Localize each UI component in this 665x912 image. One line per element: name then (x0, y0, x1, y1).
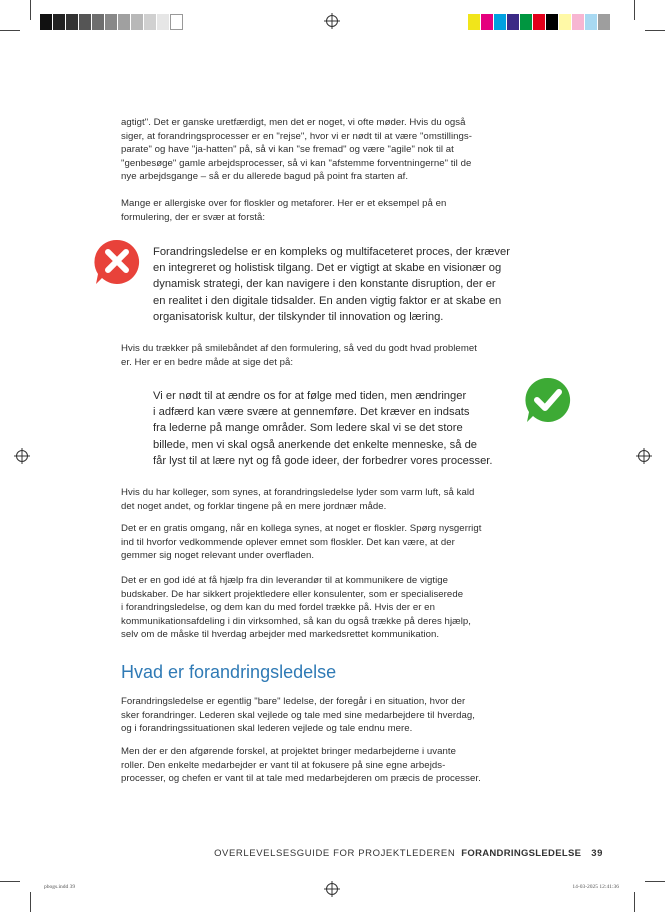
crop-mark (634, 892, 635, 912)
paragraph-6: Det er en god idé at få hjælp fra din leverandør til at kommunikere de vigtige budskaber. De har sikkert projektledere eller konsulenter, som er specialiserede i forandringsledelse, og dem kan du med fordel trække på. Hvis der er en kommunikationsafdeling i din virksomhed, så kan du også trække på deres hjælp, selv om de måske til hverdag arbejder med markedsrettet kommunikation. (121, 575, 471, 641)
crop-mark (645, 30, 665, 31)
page-number: 39 (591, 848, 603, 859)
good-example-text: Vi er nødt til at ændre os for at følge med tiden, men ændringer i adfærd kan være svære at gennemføre. Det kræver en indsats fra lederne på mange områder. Som ledere skal vi se det store billede, men vi skal også anerkende det enkelte menneske, så de får lyst til at lære nyt og få gode ideer, der forbedrer vores processer. (153, 390, 493, 467)
crop-mark (0, 30, 20, 31)
slug-filename: pbogs.indd 39 (44, 884, 76, 890)
registration-mark-top (326, 15, 338, 27)
registration-mark-left (16, 450, 28, 462)
crop-mark (0, 881, 20, 882)
crop-mark (645, 881, 665, 882)
bad-example-text: Forandringsledelse er en kompleks og multifaceteret proces, der kræver en integreret og holistisk tilgang. Det er vigtigt at skabe en visionær og dynamisk strategi, der kan navigere i den konstante disruption, der er en realitet i den digitale tidsalder. En anden vigtig faktor er at skabe en organisatorisk kultur, der tilskynder til innovation og læring. (153, 246, 510, 323)
paragraph-1: agtigt". Det er ganske uretfærdigt, men det er noget, vi ofte møder. Hvis du også siger, at forandringsprocesser er en "rejse", hvor vi er nødt til at være "omstillings- parate" og have "ja-hatten" på, så vi kan "se fremad" og være "agile" nok til at "genbesøge" gamle arbejdsprocesser, så vi kan "afstemme forventningerne" til de nye arbejdsgange – så er du allerede bagud på point fra starten af. (121, 117, 473, 183)
paragraph-8: Men der er den afgørende forskel, at projektet bringer medarbejderne i uvante roller. Den enkelte medarbejder er vant til at fokusere på sine egne arbejds- processer, og chefen er vant til at tale med medarbejderen om præcis de processer. (121, 746, 481, 785)
crop-mark (634, 0, 635, 20)
grayscale-color-bar (40, 14, 183, 30)
paragraph-7: Forandringsledelse er egentlig "bare" ledelse, der foregår i en situation, hvor der sker forandringer. Lederen skal vejlede og tale med sine medarbejdere til hverdag, og i forandringssituationen skal lederen vejlede og tale endnu mere. (121, 696, 475, 735)
x-mark-speech-bubble-icon (93, 238, 141, 286)
paragraph-3: Hvis du trækker på smilebåndet af den formulering, så ved du godt hvad problemet er. Her er en bedre måde at sige det på: (121, 343, 477, 368)
section-heading: Hvad er forandringsledelse (121, 662, 337, 682)
registration-mark-right (638, 450, 650, 462)
crop-mark (30, 0, 31, 20)
running-footer (214, 848, 603, 859)
slug-timestamp: 14-03-2025 12:41:36 (572, 884, 619, 890)
paragraph-4: Hvis du har kolleger, som synes, at forandringsledelse lyder som varm luft, så kald det noget andet, og forklar tingene på en mere jordnær måde. (121, 487, 475, 512)
paragraph-5: Det er en gratis omgang, når en kollega synes, at noget er floskler. Spørg nysgerrigt ind til hvorfor vedkommende oplever emnet som floskler. Det kan være, at der gemmer sig noget relevant under overfladen. (121, 523, 482, 562)
process-color-bar (468, 14, 611, 30)
check-mark-speech-bubble-icon (524, 376, 572, 424)
paragraph-2: Mange er allergiske over for floskler og metaforer. Her er et eksempel på en formulering, der er svær at forstå: (121, 198, 447, 223)
registration-mark-bottom (326, 883, 338, 895)
crop-mark (30, 892, 31, 912)
footer-book-title: OVERLEVELSESGUIDE FOR PROJEKTLEDEREN (214, 848, 456, 859)
footer-chapter: FORANDRINGSLEDELSE (461, 848, 582, 859)
